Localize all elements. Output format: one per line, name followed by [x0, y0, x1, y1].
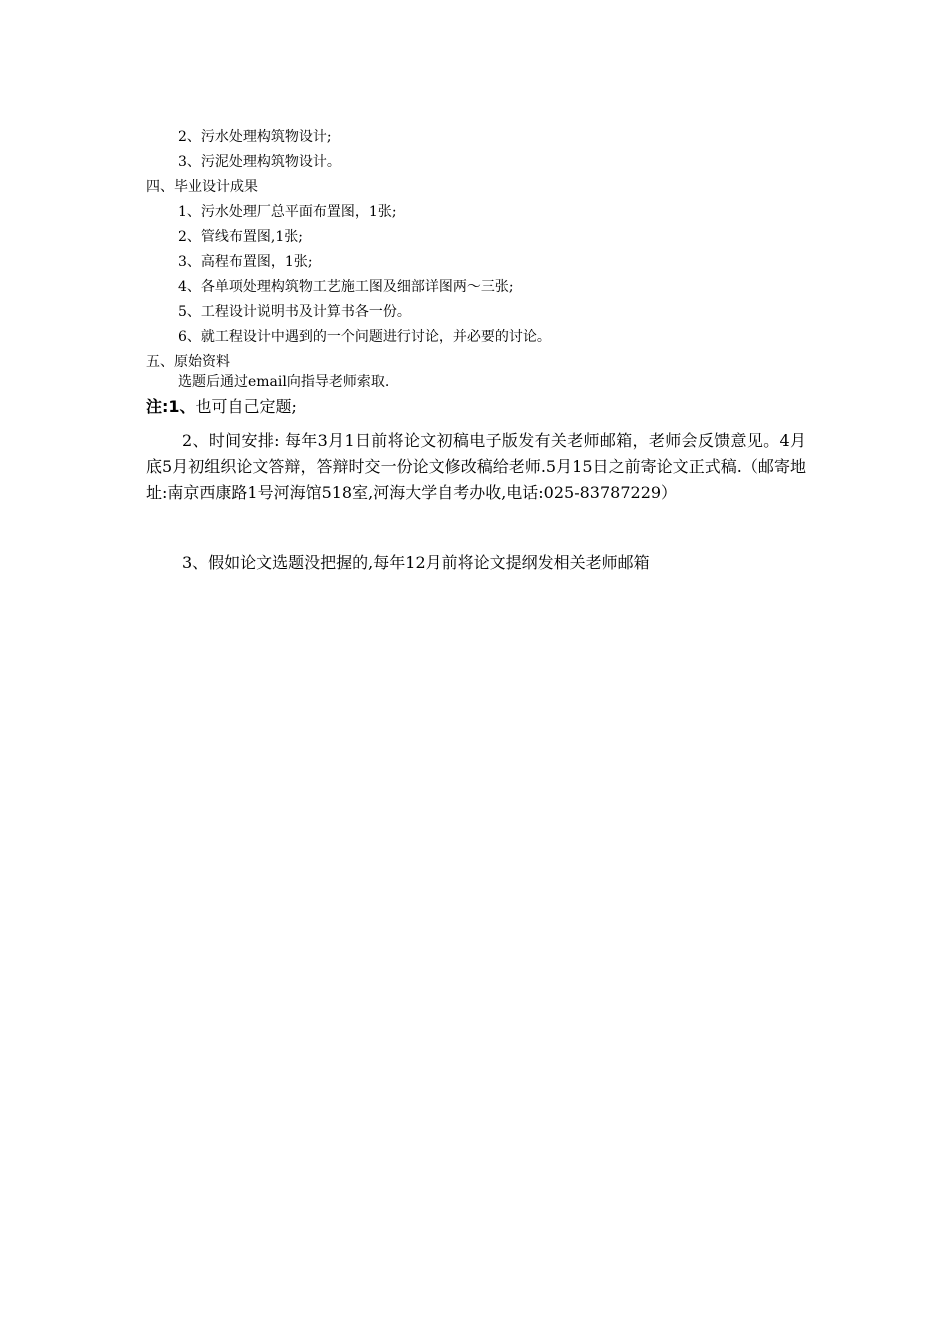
section4-item-1: 1、污水处理厂总平面布置图，1张;: [178, 204, 397, 220]
design-item-3: 3、污泥处理构筑物设计。: [178, 154, 341, 170]
note-label: 注:1、: [146, 397, 196, 416]
note-1: [146, 396, 297, 418]
note-3-paragraph: 3、假如论文选题没把握的,每年12月前将论文提纲发相关老师邮箱: [182, 553, 650, 572]
design-item-2: 2、污水处理构筑物设计;: [178, 129, 332, 145]
section4-item-3: 3、高程布置图，1张;: [178, 254, 313, 270]
section4-heading: 四、毕业设计成果: [146, 179, 258, 195]
note-1-text: 也可自己定题;: [195, 397, 297, 416]
section4-item-2: 2、管线布置图,1张;: [178, 229, 303, 245]
section5-text: 选题后通过email向指导老师索取.: [178, 374, 390, 390]
section4-item-5: 5、工程设计说明书及计算书各一份。: [178, 304, 411, 320]
section4-item-4: 4、各单项处理构筑物工艺施工图及细部详图两～三张;: [178, 279, 514, 295]
section5-heading: 五、原始资料: [146, 354, 230, 370]
note-2-paragraph: 2、时间安排: 每年3月1日前将论文初稿电子版发有关老师邮箱，老师会反馈意见。4月底5月初组织论文答辩，答辩时交一份论文修改稿给老师.5月15日之前寄论文正式稿.（邮寄地址:南京西康路1号河海馆518室,河海大学自考办收,电话:025-83787229）: [146, 431, 806, 502]
section4-item-6: 6、就工程设计中遇到的一个问题进行讨论，并必要的讨论。: [178, 329, 551, 345]
